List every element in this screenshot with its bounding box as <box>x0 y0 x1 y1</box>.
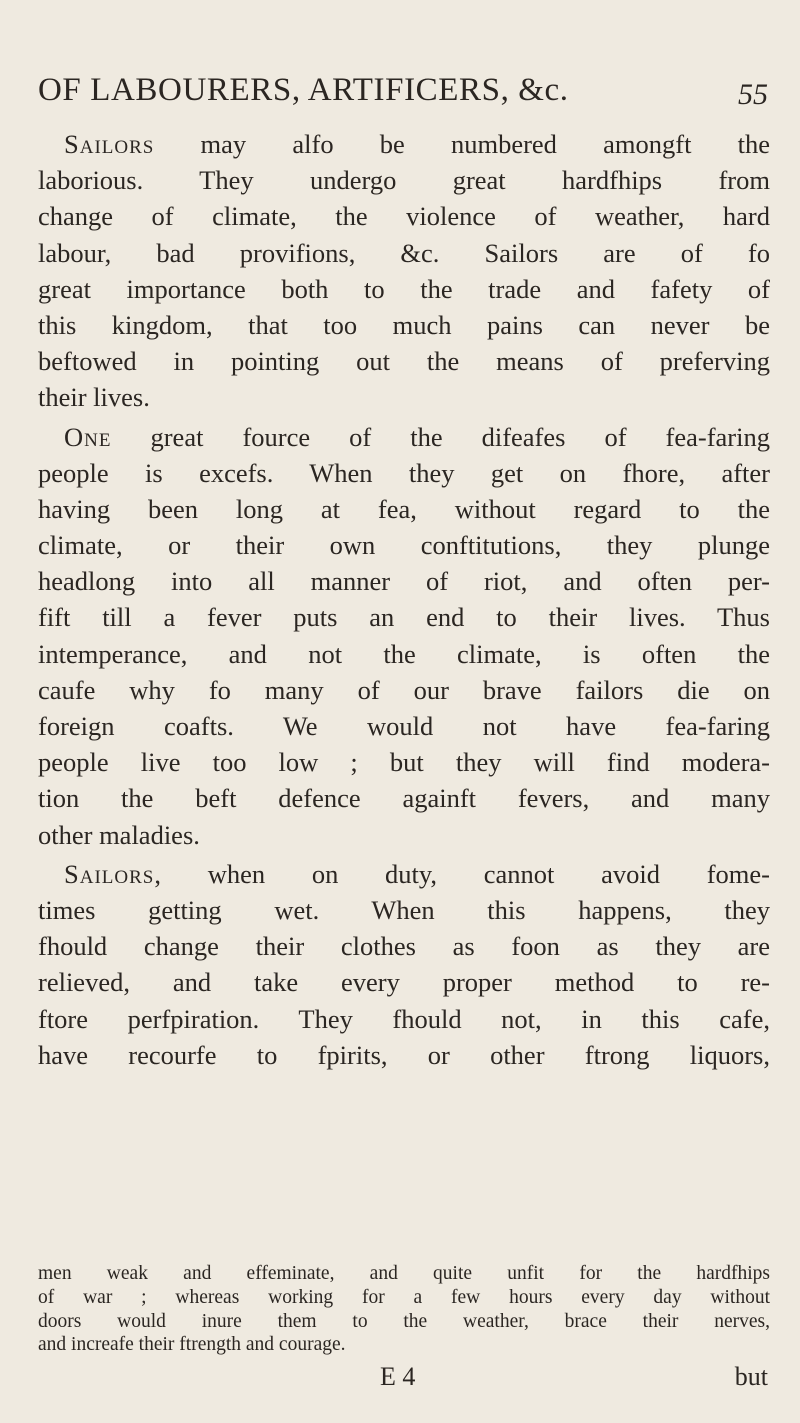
text-line: fift till a fever puts an end to their lives. Thus <box>38 602 770 633</box>
text-line: ftore perfpiration. They fhould not, in this cafe, <box>38 1003 770 1034</box>
signature-mark: E 4 <box>380 1362 416 1391</box>
lead-word: Sailors <box>64 129 155 159</box>
text-line: this kingdom, that too much pains can never be <box>38 309 770 340</box>
text-line: foreign coafts. We would not have fea-faring <box>38 711 770 741</box>
text-line: people live too low ; but they will find modera- <box>38 747 770 778</box>
lead-word: Sailors <box>64 858 155 889</box>
text-line: other maladies. <box>38 819 200 850</box>
text-line: One great fource of the difeafes of fea-faring <box>64 421 770 452</box>
footnote <box>38 1262 770 1357</box>
text-line: their lives. <box>38 382 150 413</box>
paragraph-sailors-laborious <box>38 126 770 416</box>
footnote-line: men weak and effeminate, and quite unfit for the hardfhips <box>38 1263 770 1284</box>
text-line: laborious. They undergo great hardfhips from <box>38 165 770 196</box>
paragraph-wet-clothes <box>38 856 770 1073</box>
text-line: relieved, and take every proper method to re- <box>38 967 770 998</box>
footnote-line: and increafe their ftrength and courage. <box>38 1334 346 1356</box>
text-line: have recourfe to fpirits, or other ftrong liquors, <box>38 1039 770 1070</box>
text-line: change of climate, the violence of weather, hard <box>38 201 770 232</box>
footnote-line: of war ; whereas working for a few hours every day without <box>38 1286 770 1308</box>
text-line: great importance both to the trade and fafety of <box>38 273 770 304</box>
text-line: people is excefs. When they get on fhore, after <box>38 457 770 488</box>
text-line: tion the beft defence againft fevers, and many <box>38 783 770 814</box>
text-line: fhould change their clothes as foon as they are <box>38 931 770 962</box>
paragraph-excess <box>38 419 770 853</box>
text-line: climate, or their own conftitutions, they plunge <box>38 530 770 561</box>
lead-word: One <box>64 421 112 452</box>
text-line: intemperance, and not the climate, is often the <box>38 638 770 669</box>
footnote-line: doors would inure them to the weather, brace their nerves, <box>38 1310 770 1332</box>
text-line: headlong into all manner of riot, and often per- <box>38 566 770 597</box>
text-line: Sailors, when on duty, cannot avoid fome- <box>64 858 770 889</box>
page-footer <box>38 1362 768 1402</box>
text-line: having been long at fea, without regard to the <box>38 493 770 524</box>
text-line: Sailors may alfo be numbered amongft the <box>64 129 770 159</box>
text-line: caufe why fo many of our brave failors die on <box>38 674 770 705</box>
text-line: labour, bad provifions, &c. Sailors are of fo <box>38 237 770 268</box>
text-line: times getting wet. When this happens, they <box>38 894 770 925</box>
catchword: but <box>734 1362 768 1391</box>
running-head <box>38 72 768 122</box>
text-line: beftowed in pointing out the means of preferving <box>38 346 770 377</box>
running-title: OF LABOURERS, ARTIFICERS, &c. <box>38 72 569 108</box>
body-text <box>38 126 770 1073</box>
page-number: 55 <box>738 78 768 111</box>
